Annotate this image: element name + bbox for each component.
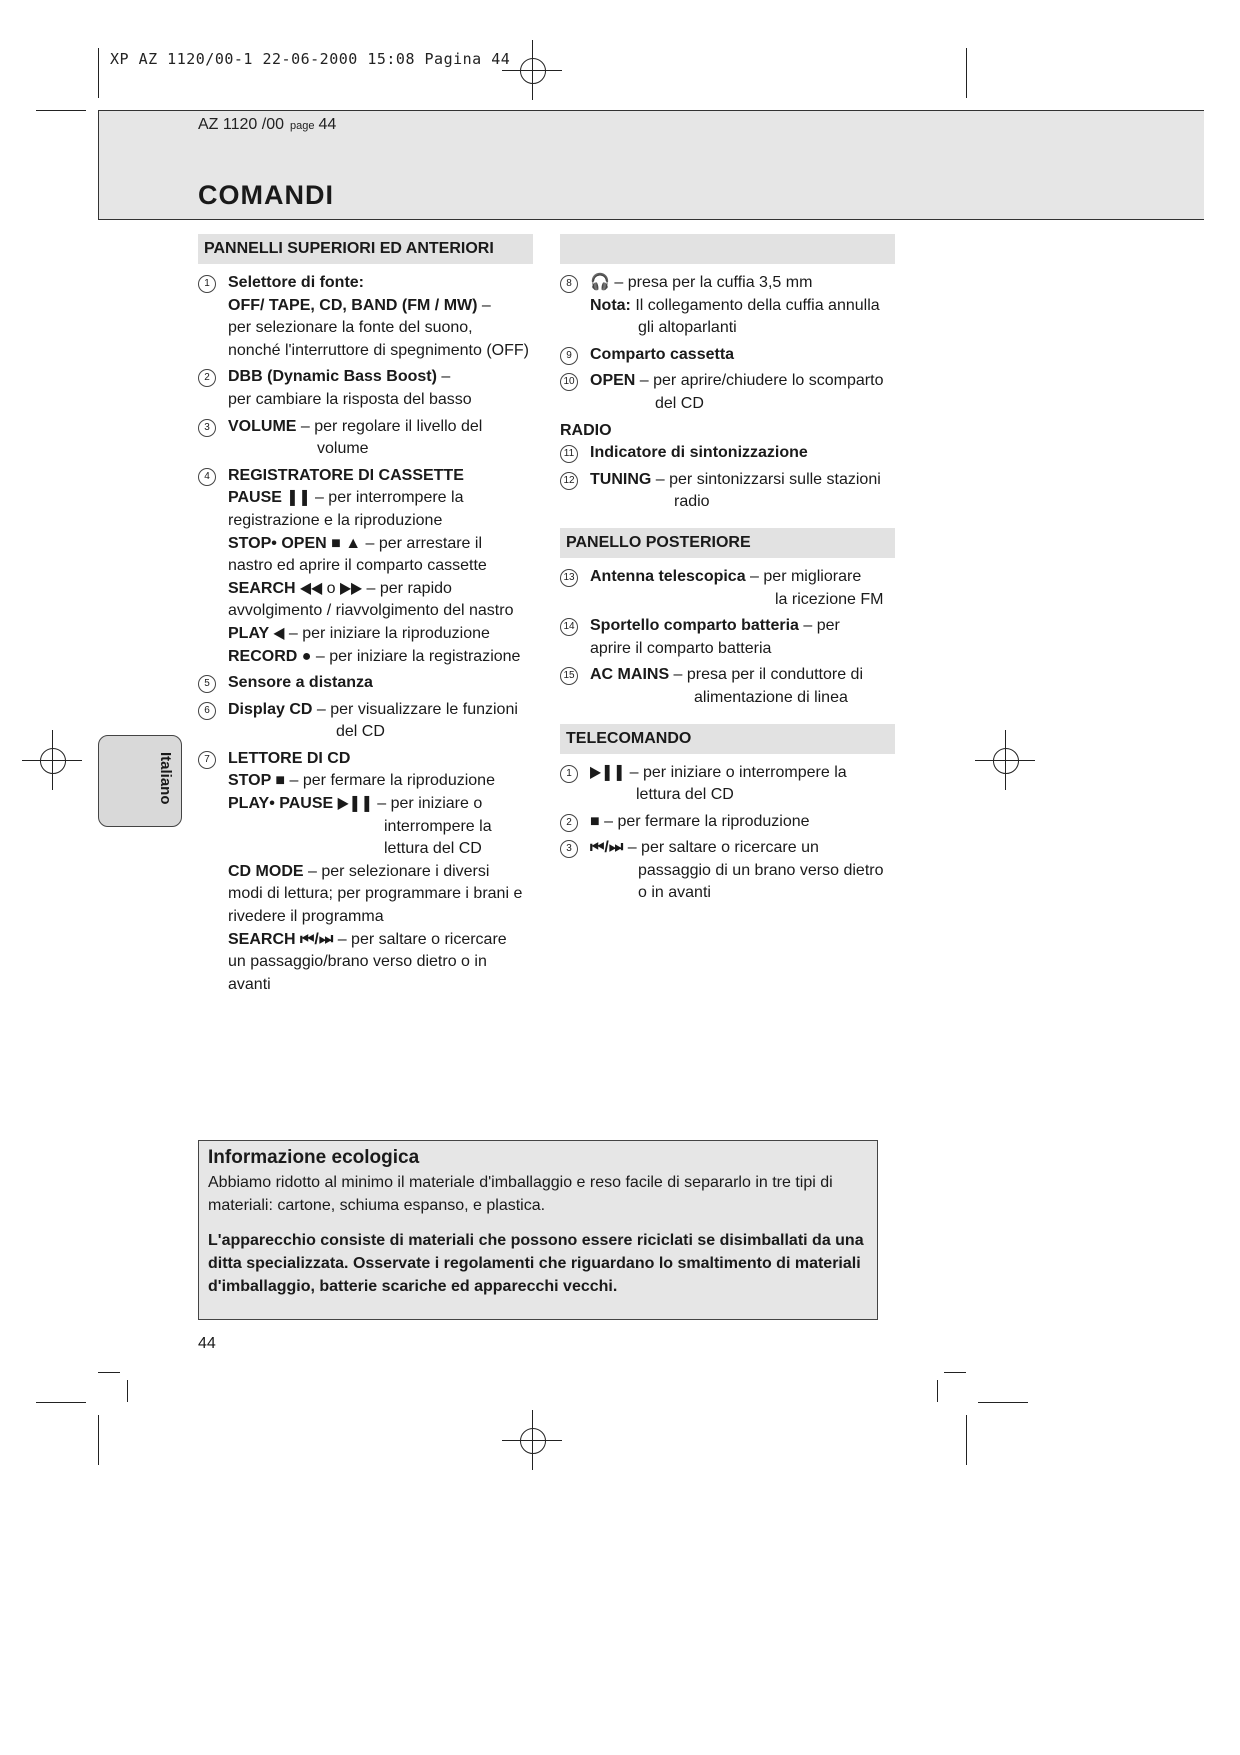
crop-mark <box>98 1372 120 1373</box>
crop-mark <box>944 1372 966 1373</box>
page-word: page <box>289 120 315 132</box>
language-label: Italiano <box>157 752 174 805</box>
crop-mark <box>937 1380 938 1402</box>
ecology-info-box <box>198 1140 878 1320</box>
section-title-radio: RADIO <box>560 421 612 439</box>
crop-mark <box>98 1415 99 1465</box>
model-code: AZ 1120 /00 <box>198 116 284 133</box>
ecology-paragraph: Abbiamo ridotto al minimo il materiale d'imballaggio e reso facile di separarlo in tre tipi di materiali: cartone, schiuma espanso, e plastica. <box>208 1174 833 1214</box>
registration-mark-bottom <box>502 1410 562 1470</box>
registration-mark-right <box>975 730 1035 790</box>
list-item: 4 REGISTRATORE DI CASSETTE PAUSE ❚❚ – per interrompere la registrazione e la riproduzione STOP• OPEN ■ ▲ – per arrestare il nastro ed aprire il comparto cassette SEARCH ◀◀ o ▶▶ – per rapido avvolgimento / riavvolgimento del nastro PLAY ◀ – per iniziare la riproduzione RECORD ● – per iniziare la registrazione <box>198 465 533 668</box>
running-head <box>198 116 336 134</box>
list-item: 6 Display CD – per visualizzare le funzioni del CD <box>198 699 533 744</box>
crop-mark <box>966 1415 967 1465</box>
list-item: 10 OPEN – per aprire/chiudere lo scomparto del CD <box>560 370 895 415</box>
play-pause-icon: ▶❚❚ <box>590 763 626 781</box>
crop-mark <box>36 110 86 111</box>
ecology-paragraph-bold: L'apparecchio consiste di materiali che possono essere riciclati se disimballati da una ditta specializzata. Osservate i regolamenti che riguardano lo smaltimento di materiali d'imballaggio, batterie scariche ed apparecchi vecchi. <box>208 1232 864 1295</box>
section-title-panels: PANNELLI SUPERIORI ED ANTERIORI <box>198 234 533 264</box>
list-item: 5 Sensore a distanza <box>198 672 533 695</box>
list-item: 3 ⏮/⏭ – per saltare o ricercare un passaggio di un brano verso dietro o in avanti <box>560 837 895 905</box>
page-title: COMANDI <box>198 180 334 210</box>
header-page-number: 44 <box>318 116 337 133</box>
section-title-remote: TELECOMANDO <box>560 724 895 754</box>
list-item: 9 Comparto cassetta <box>560 344 895 367</box>
list-item: 1 ▶❚❚ – per iniziare o interrompere la lettura del CD <box>560 762 895 807</box>
ecology-title: Informazione ecologica <box>208 1147 420 1168</box>
skip-icon: ⏮/⏭ <box>590 839 624 857</box>
section-title-rear: PANELLO POSTERIORE <box>560 528 895 558</box>
section-title-blank <box>560 234 895 264</box>
stop-icon: ■ <box>590 812 600 830</box>
registration-mark-top <box>502 40 562 100</box>
headphone-icon: 🎧 <box>590 274 610 291</box>
list-item: 2 ■ – per fermare la riproduzione <box>560 811 895 834</box>
right-column <box>560 234 895 909</box>
language-tab <box>98 735 182 827</box>
list-item: 8 🎧 – presa per la cuffia 3,5 mm Nota: Il collegamento della cuffia annulla gli altoparlanti <box>560 272 895 340</box>
list-item: 3 VOLUME – per regolare il livello del volume <box>198 416 533 461</box>
print-slug: XP AZ 1120/00-1 22-06-2000 15:08 Pagina 44 <box>110 50 511 68</box>
page-number: 44 <box>198 1335 216 1352</box>
list-item: 11 Indicatore di sintonizzazione <box>560 442 895 465</box>
registration-mark-left <box>22 730 82 790</box>
crop-mark <box>127 1380 128 1402</box>
list-item: 2 DBB (Dynamic Bass Boost) – per cambiare la risposta del basso <box>198 366 533 411</box>
crop-mark <box>978 1402 1028 1403</box>
list-item: 13 Antenna telescopica – per migliorare la ricezione FM <box>560 566 895 611</box>
left-column <box>198 234 533 1000</box>
list-item: 1 Selettore di fonte: OFF/ TAPE, CD, BAND (FM / MW) – per selezionare la fonte del suono, nonché l'interruttore di spegnimento (OFF) <box>198 272 533 362</box>
crop-mark <box>966 48 967 98</box>
crop-mark <box>98 48 99 98</box>
list-item: 12 TUNING – per sintonizzarsi sulle stazioni radio <box>560 469 895 514</box>
list-item: 15 AC MAINS – presa per il conduttore di alimentazione di linea <box>560 664 895 709</box>
crop-mark <box>36 1402 86 1403</box>
list-item: 14 Sportello comparto batteria – per aprire il comparto batteria <box>560 615 895 660</box>
list-item: 7 LETTORE DI CD STOP ■ – per fermare la riproduzione PLAY• PAUSE ▶❚❚ – per iniziare o interrompere la lettura del CD CD MODE – per selezionare i diversi modi di lettura; per programmare i brani e rivedere il programma SEARCH ⏮/⏭ – per saltare o ricercare un passaggio/brano verso dietro o in avanti <box>198 748 533 997</box>
